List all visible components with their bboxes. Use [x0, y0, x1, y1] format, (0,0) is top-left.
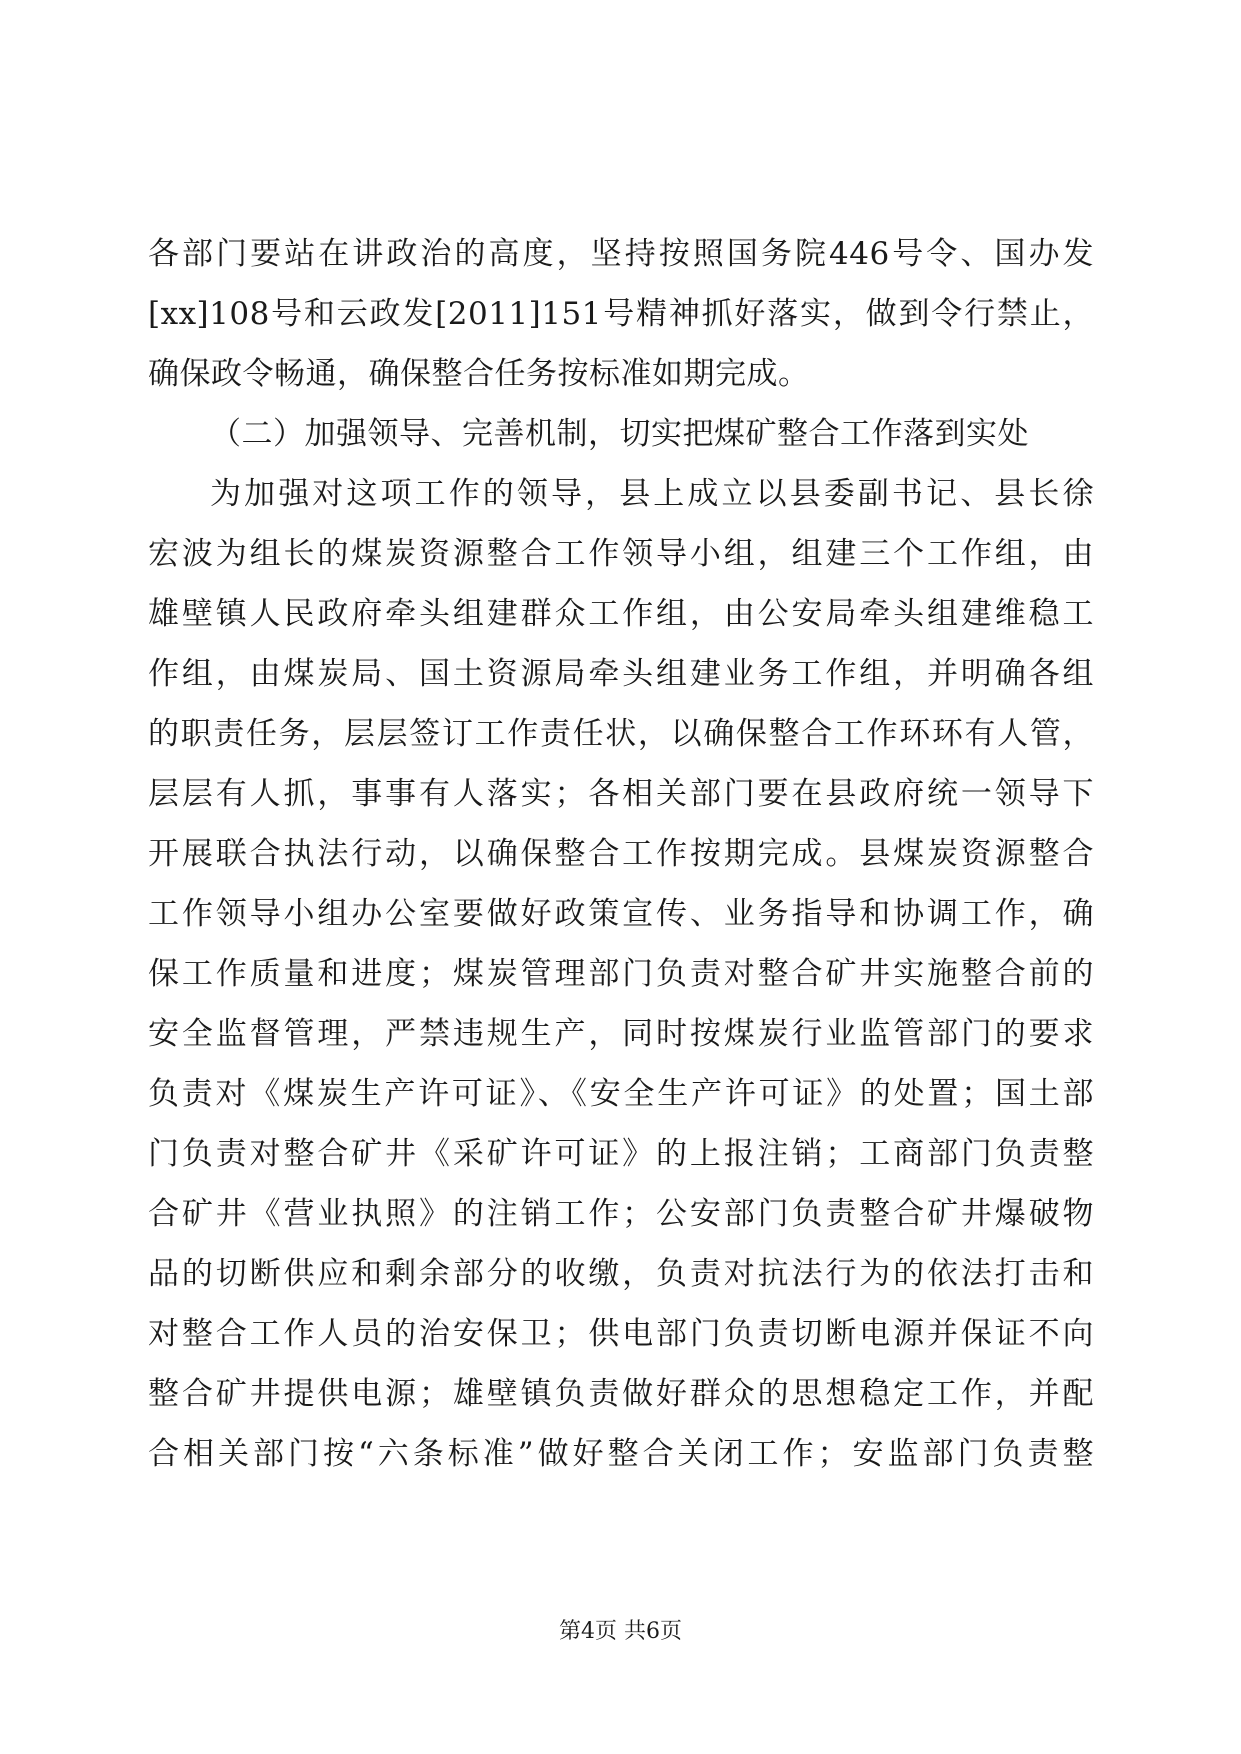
text-line: 作组，由煤炭局、国土资源局牵头组建业务工作组，并明确各组: [148, 656, 1094, 692]
text-line: 宏波为组长的煤炭资源整合工作领导小组，组建三个工作组，由: [148, 536, 1094, 572]
text-line: 工作领导小组办公室要做好政策宣传、业务指导和协调工作，确: [148, 896, 1094, 932]
text-line: 对整合工作人员的治安保卫；供电部门负责切断电源并保证不向: [148, 1316, 1094, 1352]
text-line: 合矿井《营业执照》的注销工作；公安部门负责整合矿井爆破物: [148, 1196, 1094, 1232]
text-line: 门负责对整合矿井《采矿许可证》的上报注销；工商部门负责整: [148, 1136, 1094, 1172]
text-line: 各部门要站在讲政治的高度，坚持按照国务院446号令、国办发: [148, 236, 1094, 272]
text-line: 品的切断供应和剩余部分的收缴，负责对抗法行为的依法打击和: [148, 1256, 1094, 1292]
text-line: 保工作质量和进度；煤炭管理部门负责对整合矿井实施整合前的: [148, 956, 1094, 992]
text-line: [xx]108号和云政发[2011]151号精神抓好落实，做到令行禁止，: [148, 296, 1094, 332]
text-line: 确保政令畅通，确保整合任务按标准如期完成。: [148, 356, 810, 392]
text-line: 雄壁镇人民政府牵头组建群众工作组，由公安局牵头组建维稳工: [148, 596, 1094, 632]
page-footer: 第4页 共6页: [559, 1619, 682, 1644]
text-line: 负责对《煤炭生产许可证》、《安全生产许可证》的处置；国土部: [148, 1076, 1094, 1112]
text-line: 为加强对这项工作的领导，县上成立以县委副书记、县长徐: [210, 476, 1094, 512]
text-line: 的职责任务，层层签订工作责任状，以确保整合工作环环有人管，: [148, 716, 1094, 752]
text-line: 合相关部门按“六条标准”做好整合关闭工作；安监部门负责整: [148, 1436, 1094, 1472]
text-line: 层层有人抓，事事有人落实；各相关部门要在县政府统一领导下: [148, 776, 1094, 812]
text-line: 安全监督管理，严禁违规生产，同时按煤炭行业监管部门的要求: [148, 1016, 1094, 1052]
text-line: （二）加强领导、完善机制，切实把煤矿整合工作落到实处: [210, 416, 1029, 452]
text-line: 整合矿井提供电源；雄壁镇负责做好群众的思想稳定工作，并配: [148, 1376, 1094, 1412]
text-line: 开展联合执法行动，以确保整合工作按期完成。县煤炭资源整合: [148, 836, 1094, 872]
body-text: [148, 224, 1094, 1484]
